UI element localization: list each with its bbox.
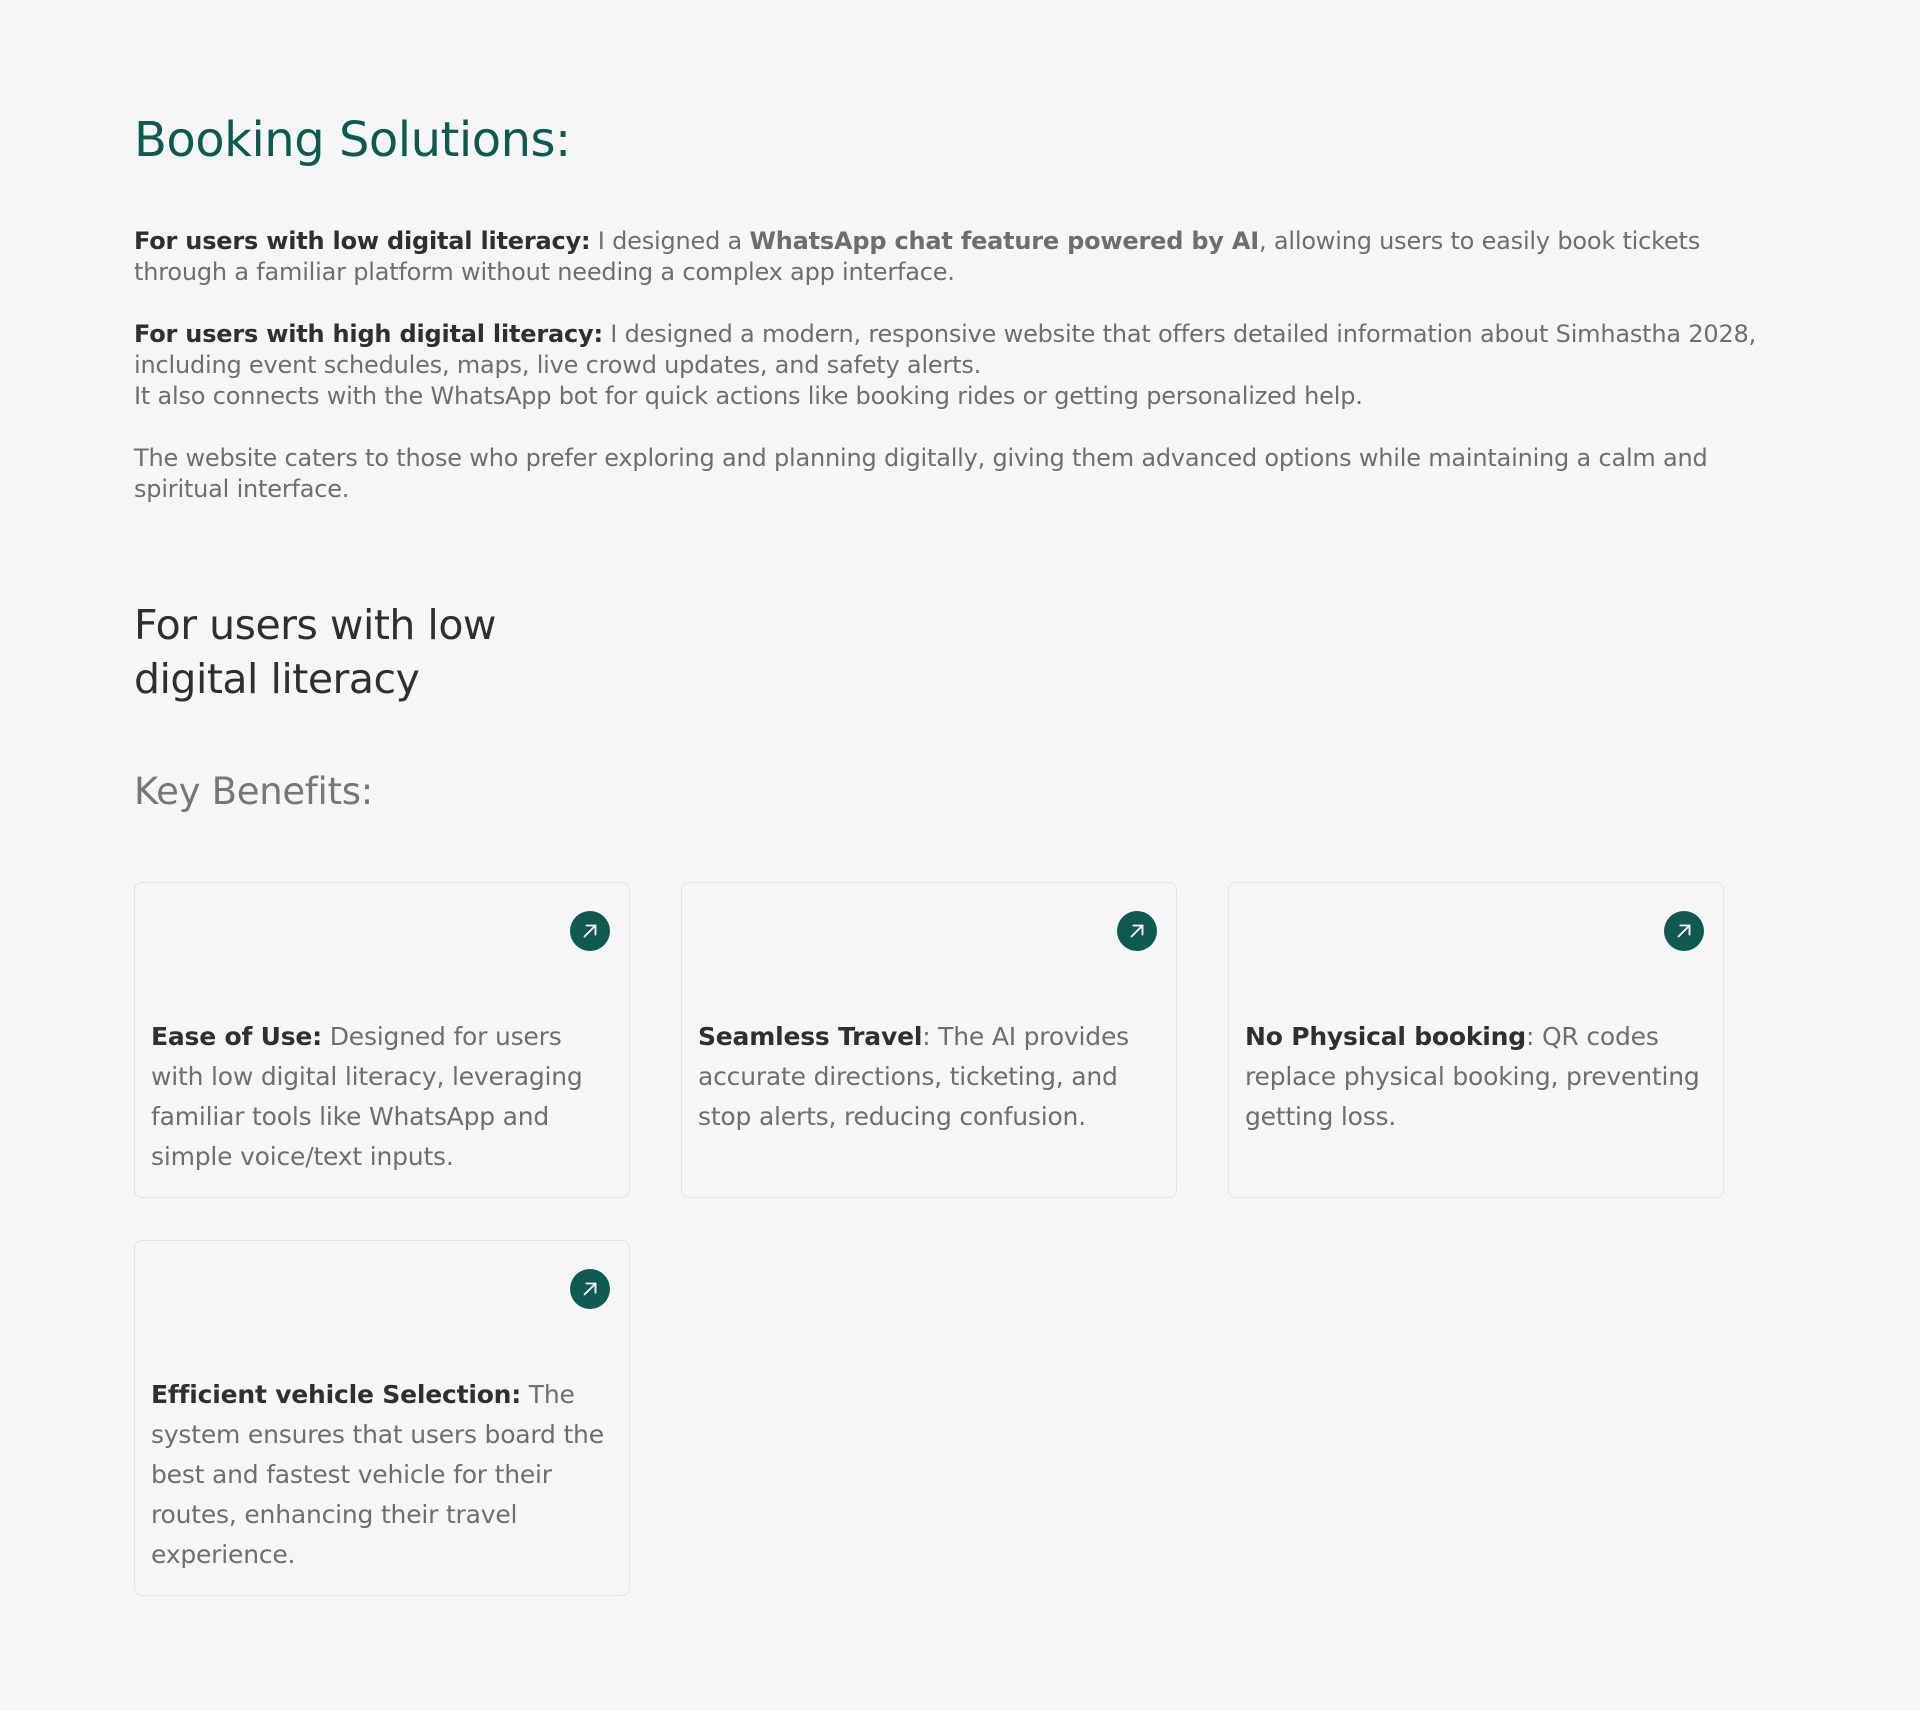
benefit-card-title: No Physical booking <box>1245 1022 1526 1051</box>
benefit-card-text <box>698 1017 1160 1137</box>
benefit-card-efficient-vehicle-selection[interactable] <box>134 1240 630 1596</box>
page-title: Booking Solutions: <box>134 112 571 168</box>
benefit-card-description: The system ensures that users board the best and fastest vehicle for their routes, enhancing their travel experience. <box>151 1380 604 1569</box>
intro-text-low-a: I designed a <box>590 227 750 255</box>
intro-lead-high: For users with high digital literacy: <box>134 320 603 348</box>
benefit-card-text <box>151 1017 613 1177</box>
benefit-card-description: : QR codes replace physical booking, preventing getting loss. <box>1245 1022 1700 1131</box>
arrow-up-right-icon[interactable] <box>1117 911 1157 951</box>
benefit-card-title: Ease of Use: <box>151 1022 322 1051</box>
benefits-heading: Key Benefits: <box>134 770 373 813</box>
benefit-card-title: Seamless Travel <box>698 1022 923 1051</box>
intro-section <box>134 226 1794 505</box>
intro-paragraph-website: The website caters to those who prefer exploring and planning digitally, giving them advanced options while maintaining a calm and spiritual interface. <box>134 444 1708 503</box>
arrow-up-right-icon[interactable] <box>570 911 610 951</box>
intro-text-high-a: I designed a modern, responsive website that offers detailed information about Simhastha 2028, including event schedules, maps, live crowd updates, and safety alerts. <box>134 320 1757 379</box>
section-title: For users with low digital literacy <box>134 601 496 703</box>
benefit-card-no-physical-booking[interactable] <box>1228 882 1724 1198</box>
intro-lead-low: For users with low digital literacy: <box>134 227 591 255</box>
arrow-up-right-icon[interactable] <box>570 1269 610 1309</box>
intro-text-high-b: It also connects with the WhatsApp bot for quick actions like booking rides or getting personalized help. <box>134 382 1363 410</box>
intro-paragraph-high-literacy <box>134 319 1794 412</box>
benefit-card-title: Efficient vehicle Selection: <box>151 1380 522 1409</box>
benefit-card-ease-of-use[interactable] <box>134 882 630 1198</box>
benefit-card-seamless-travel[interactable] <box>681 882 1177 1198</box>
intro-paragraph-low-literacy <box>134 226 1794 288</box>
intro-highlight-whatsapp: WhatsApp chat feature powered by AI <box>749 227 1260 255</box>
benefit-card-text <box>151 1375 613 1575</box>
intro-text-low-b: , allowing users to easily book tickets through a familiar platform without needing a complex app interface. <box>134 227 1701 286</box>
arrow-up-right-icon[interactable] <box>1664 911 1704 951</box>
benefit-card-description: Designed for users with low digital literacy, leveraging familiar tools like WhatsApp and simple voice/text inputs. <box>151 1022 583 1171</box>
benefit-card-description: : The AI provides accurate directions, ticketing, and stop alerts, reducing confusion. <box>698 1022 1129 1131</box>
benefit-card-text <box>1245 1017 1707 1137</box>
